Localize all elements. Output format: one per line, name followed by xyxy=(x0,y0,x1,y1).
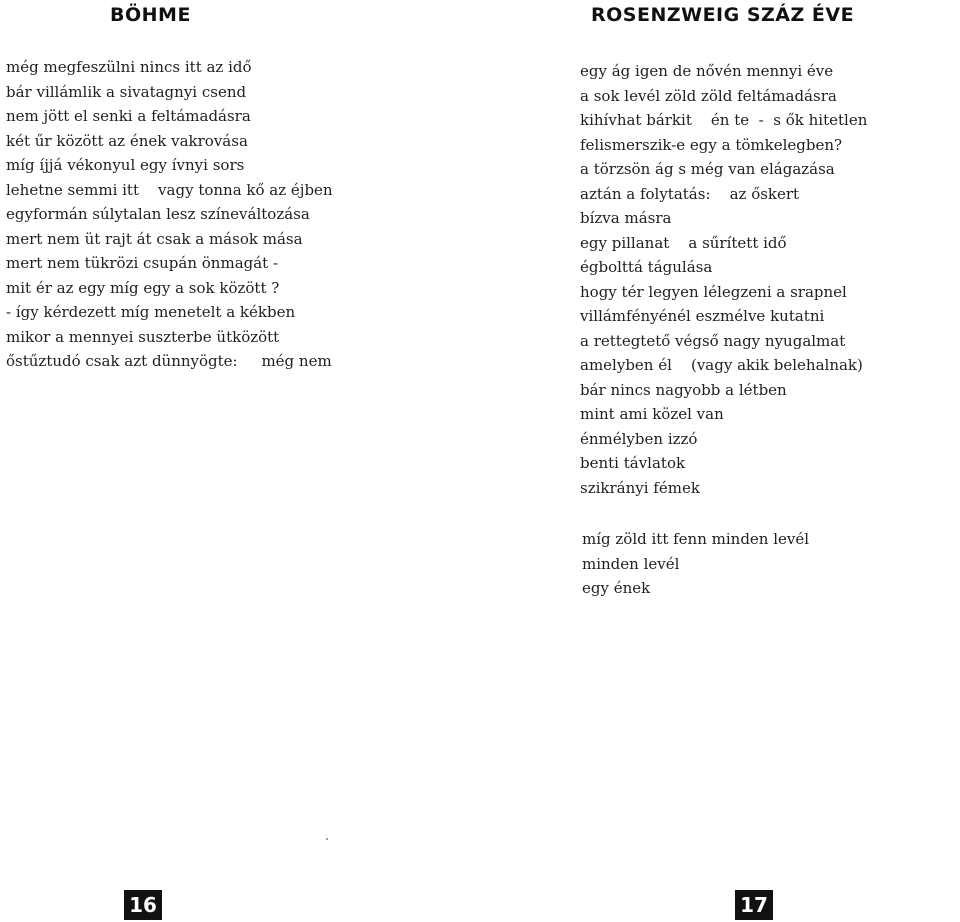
poem-line: felismerszik-e egy a tömkelegben? xyxy=(580,135,843,154)
right-page-number: 17 xyxy=(735,890,773,920)
poem-line: villámfényénél eszmélve kutatni xyxy=(580,307,825,325)
right-page xyxy=(478,0,960,922)
poem-line: égbolttá tágulása xyxy=(580,258,713,276)
poem-line: - így kérdezett míg menetelt a kékben xyxy=(6,303,296,321)
poem-line: egyformán súlytalan lesz színeváltozása xyxy=(6,205,310,223)
poem-line: még megfeszülni nincs itt az idő xyxy=(6,58,252,76)
scan-speck xyxy=(326,838,328,840)
right-poem-stanza-1 xyxy=(580,59,867,500)
poem-line: mert nem tükrözi csupán önmagát - xyxy=(6,254,279,272)
poem-line: a sok levél zöld zöld feltámadásra xyxy=(580,86,837,105)
left-poem-title: BÖHME xyxy=(110,4,191,26)
poem-line: egy ének xyxy=(582,579,651,597)
left-poem-stanza xyxy=(6,55,333,374)
poem-line: kihívhat bárkit én te - s ők hitetlen xyxy=(580,111,868,129)
poem-line: két űr között az ének vakrovása xyxy=(6,131,248,150)
poem-line: minden levél xyxy=(582,554,680,573)
poem-line: bár nincs nagyobb a létben xyxy=(580,380,787,399)
left-page-number: 16 xyxy=(124,890,162,920)
poem-line: a törzsön ág s még van elágazása xyxy=(580,160,835,178)
right-poem-title: ROSENZWEIG SZÁZ ÉVE xyxy=(591,4,855,26)
poem-line: énmélyben izzó xyxy=(580,429,698,448)
right-poem-stanza-2 xyxy=(582,527,809,601)
poem-line: nem jött el senki a feltámadásra xyxy=(6,107,251,125)
poem-line: benti távlatok xyxy=(580,454,686,472)
poem-line: mert nem üt rajt át csak a mások mása xyxy=(6,229,303,248)
poem-line: egy ág igen de nővén mennyi éve xyxy=(580,62,834,80)
poem-line: mikor a mennyei suszterbe ütközött xyxy=(6,327,280,346)
poem-line: lehetne semmi itt vagy tonna kő az éjben xyxy=(6,180,333,199)
poem-line: mit ér az egy míg egy a sok között ? xyxy=(6,278,280,297)
poem-line: szikrányi fémek xyxy=(580,478,700,497)
left-page xyxy=(0,0,470,922)
poem-line: mint ami közel van xyxy=(580,405,724,423)
poem-line: amelyben él (vagy akik belehalnak) xyxy=(580,356,863,374)
poem-line: a rettegtető végső nagy nyugalmat xyxy=(580,331,846,350)
poem-line: míg zöld itt fenn minden levél xyxy=(582,530,810,548)
poem-line: bízva másra xyxy=(580,209,672,227)
poem-line: bár villámlik a sivatagnyi csend xyxy=(6,82,247,101)
poem-line: egy pillanat a sűrített idő xyxy=(580,233,787,252)
poem-line: hogy tér legyen lélegzeni a srapnel xyxy=(580,282,847,301)
poem-line: őstűztudó csak azt dünnyögte: még nem xyxy=(6,352,332,370)
poem-line: míg íjjá vékonyul egy ívnyi sors xyxy=(6,156,245,174)
poem-line: aztán a folytatás: az őskert xyxy=(580,184,800,203)
